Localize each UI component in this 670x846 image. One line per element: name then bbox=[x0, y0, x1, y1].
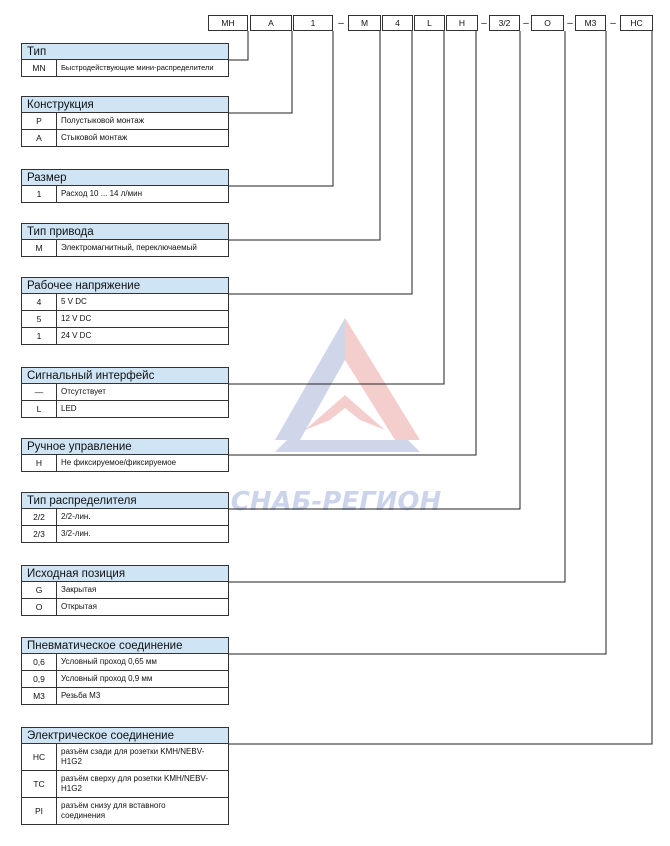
option-code: PI bbox=[22, 798, 57, 824]
section-electrical-connection bbox=[21, 727, 229, 825]
option-code: 0,9 bbox=[22, 671, 57, 687]
section-title: Тип привода bbox=[21, 223, 229, 240]
option-desc: Не фиксируемое/фиксируемое bbox=[61, 458, 177, 467]
option-desc: Резьба M3 bbox=[61, 691, 101, 700]
option-code: 1 bbox=[22, 186, 57, 202]
section-actuator bbox=[21, 223, 229, 257]
section-title: Электрическое соединение bbox=[21, 727, 229, 744]
option-code: 0,6 bbox=[22, 654, 57, 670]
table-row bbox=[21, 311, 229, 328]
option-desc: 12 V DC bbox=[61, 314, 92, 323]
option-code: H bbox=[22, 455, 57, 471]
section-manual-override bbox=[21, 438, 229, 472]
option-code: 2/3 bbox=[22, 526, 57, 542]
section-title: Рабочее напряжение bbox=[21, 277, 229, 294]
option-desc: LED bbox=[61, 404, 77, 413]
table-row bbox=[21, 401, 229, 418]
option-desc: разъём сзади для розетки KMH/NEBV-H1G2 bbox=[61, 747, 205, 766]
code-cell-type: MH bbox=[208, 15, 248, 31]
option-code: 2/2 bbox=[22, 509, 57, 525]
watermark-text: СНАБ-РЕГИОН bbox=[230, 487, 442, 517]
option-desc: Расход 10 ... 14 л/мин bbox=[61, 189, 143, 198]
section-title: Конструкция bbox=[21, 96, 229, 113]
section-title: Тип распределителя bbox=[21, 492, 229, 509]
table-row bbox=[21, 186, 229, 203]
section-title: Сигнальный интерфейс bbox=[21, 367, 229, 384]
table-row bbox=[21, 688, 229, 705]
option-code: 5 bbox=[22, 311, 57, 327]
table-row bbox=[21, 771, 229, 798]
option-desc: Закрытая bbox=[61, 585, 97, 594]
code-separator: – bbox=[481, 17, 487, 29]
option-desc: Отсутствует bbox=[61, 387, 106, 396]
option-code: HC bbox=[22, 744, 57, 770]
option-desc: 24 V DC bbox=[61, 331, 92, 340]
option-desc: 3/2-лин. bbox=[61, 529, 91, 538]
option-code: M bbox=[22, 240, 57, 256]
option-code: 1 bbox=[22, 328, 57, 344]
code-separator: – bbox=[610, 17, 616, 29]
table-row bbox=[21, 582, 229, 599]
table-row bbox=[21, 60, 229, 77]
section-voltage bbox=[21, 277, 229, 345]
table-row bbox=[21, 798, 229, 825]
option-desc: Условный проход 0,9 мм bbox=[61, 674, 153, 683]
table-row bbox=[21, 744, 229, 771]
table-row bbox=[21, 328, 229, 345]
option-code: M3 bbox=[22, 688, 57, 704]
option-desc: Открытая bbox=[61, 602, 97, 611]
section-title: Размер bbox=[21, 169, 229, 186]
table-row bbox=[21, 526, 229, 543]
section-initial-position bbox=[21, 565, 229, 616]
code-separator: – bbox=[567, 17, 573, 29]
code-cell-size: 1 bbox=[293, 15, 333, 31]
table-row bbox=[21, 240, 229, 257]
section-title: Исходная позиция bbox=[21, 565, 229, 582]
option-desc: разъём снизу для вставного соединения bbox=[61, 801, 166, 820]
option-code: TC bbox=[22, 771, 57, 797]
table-row bbox=[21, 509, 229, 526]
section-title: Пневматическое соединение bbox=[21, 637, 229, 654]
option-code: G bbox=[22, 582, 57, 598]
table-row bbox=[21, 130, 229, 147]
option-desc: Стыковой монтаж bbox=[61, 133, 128, 142]
code-cell-signal: L bbox=[414, 15, 445, 31]
code-cell-voltage: 4 bbox=[382, 15, 413, 31]
section-size bbox=[21, 169, 229, 203]
option-code: O bbox=[22, 599, 57, 615]
code-cell-actuator: M bbox=[348, 15, 381, 31]
code-cell-electric: HC bbox=[620, 15, 653, 31]
code-separator: – bbox=[523, 17, 529, 29]
table-row bbox=[21, 113, 229, 130]
section-pneumatic-connection bbox=[21, 637, 229, 705]
section-valve-type bbox=[21, 492, 229, 543]
section-title: Тип bbox=[21, 43, 229, 60]
code-cell-valve-type: 3/2 bbox=[489, 15, 520, 31]
table-row bbox=[21, 294, 229, 311]
code-cell-position: O bbox=[531, 15, 564, 31]
table-row bbox=[21, 671, 229, 688]
section-type bbox=[21, 43, 229, 77]
section-signal bbox=[21, 367, 229, 418]
option-desc: Полустыковой монтаж bbox=[61, 116, 145, 125]
table-row bbox=[21, 455, 229, 472]
option-desc: разъём сверху для розетки KMH/NEBV-H1G2 bbox=[61, 774, 208, 793]
option-desc: 2/2-лин. bbox=[61, 512, 91, 521]
table-row bbox=[21, 654, 229, 671]
option-code: — bbox=[22, 384, 57, 400]
option-code: L bbox=[22, 401, 57, 417]
option-code: 4 bbox=[22, 294, 57, 310]
code-cell-manual: H bbox=[446, 15, 478, 31]
section-design bbox=[21, 96, 229, 147]
code-cell-design: A bbox=[250, 15, 292, 31]
table-row bbox=[21, 384, 229, 401]
option-code: P bbox=[22, 113, 57, 129]
table-row bbox=[21, 599, 229, 616]
section-title: Ручное управление bbox=[21, 438, 229, 455]
option-desc: Быстродействующие мини-распределители bbox=[61, 63, 214, 73]
option-desc: Электромагнитный, переключаемый bbox=[61, 243, 197, 252]
option-desc: 5 V DC bbox=[61, 297, 87, 306]
code-separator: – bbox=[338, 17, 344, 29]
option-code: A bbox=[22, 130, 57, 146]
code-cell-pneumatic: M3 bbox=[575, 15, 606, 31]
option-desc: Условный проход 0,65 мм bbox=[61, 657, 157, 666]
option-code: MN bbox=[22, 60, 57, 76]
